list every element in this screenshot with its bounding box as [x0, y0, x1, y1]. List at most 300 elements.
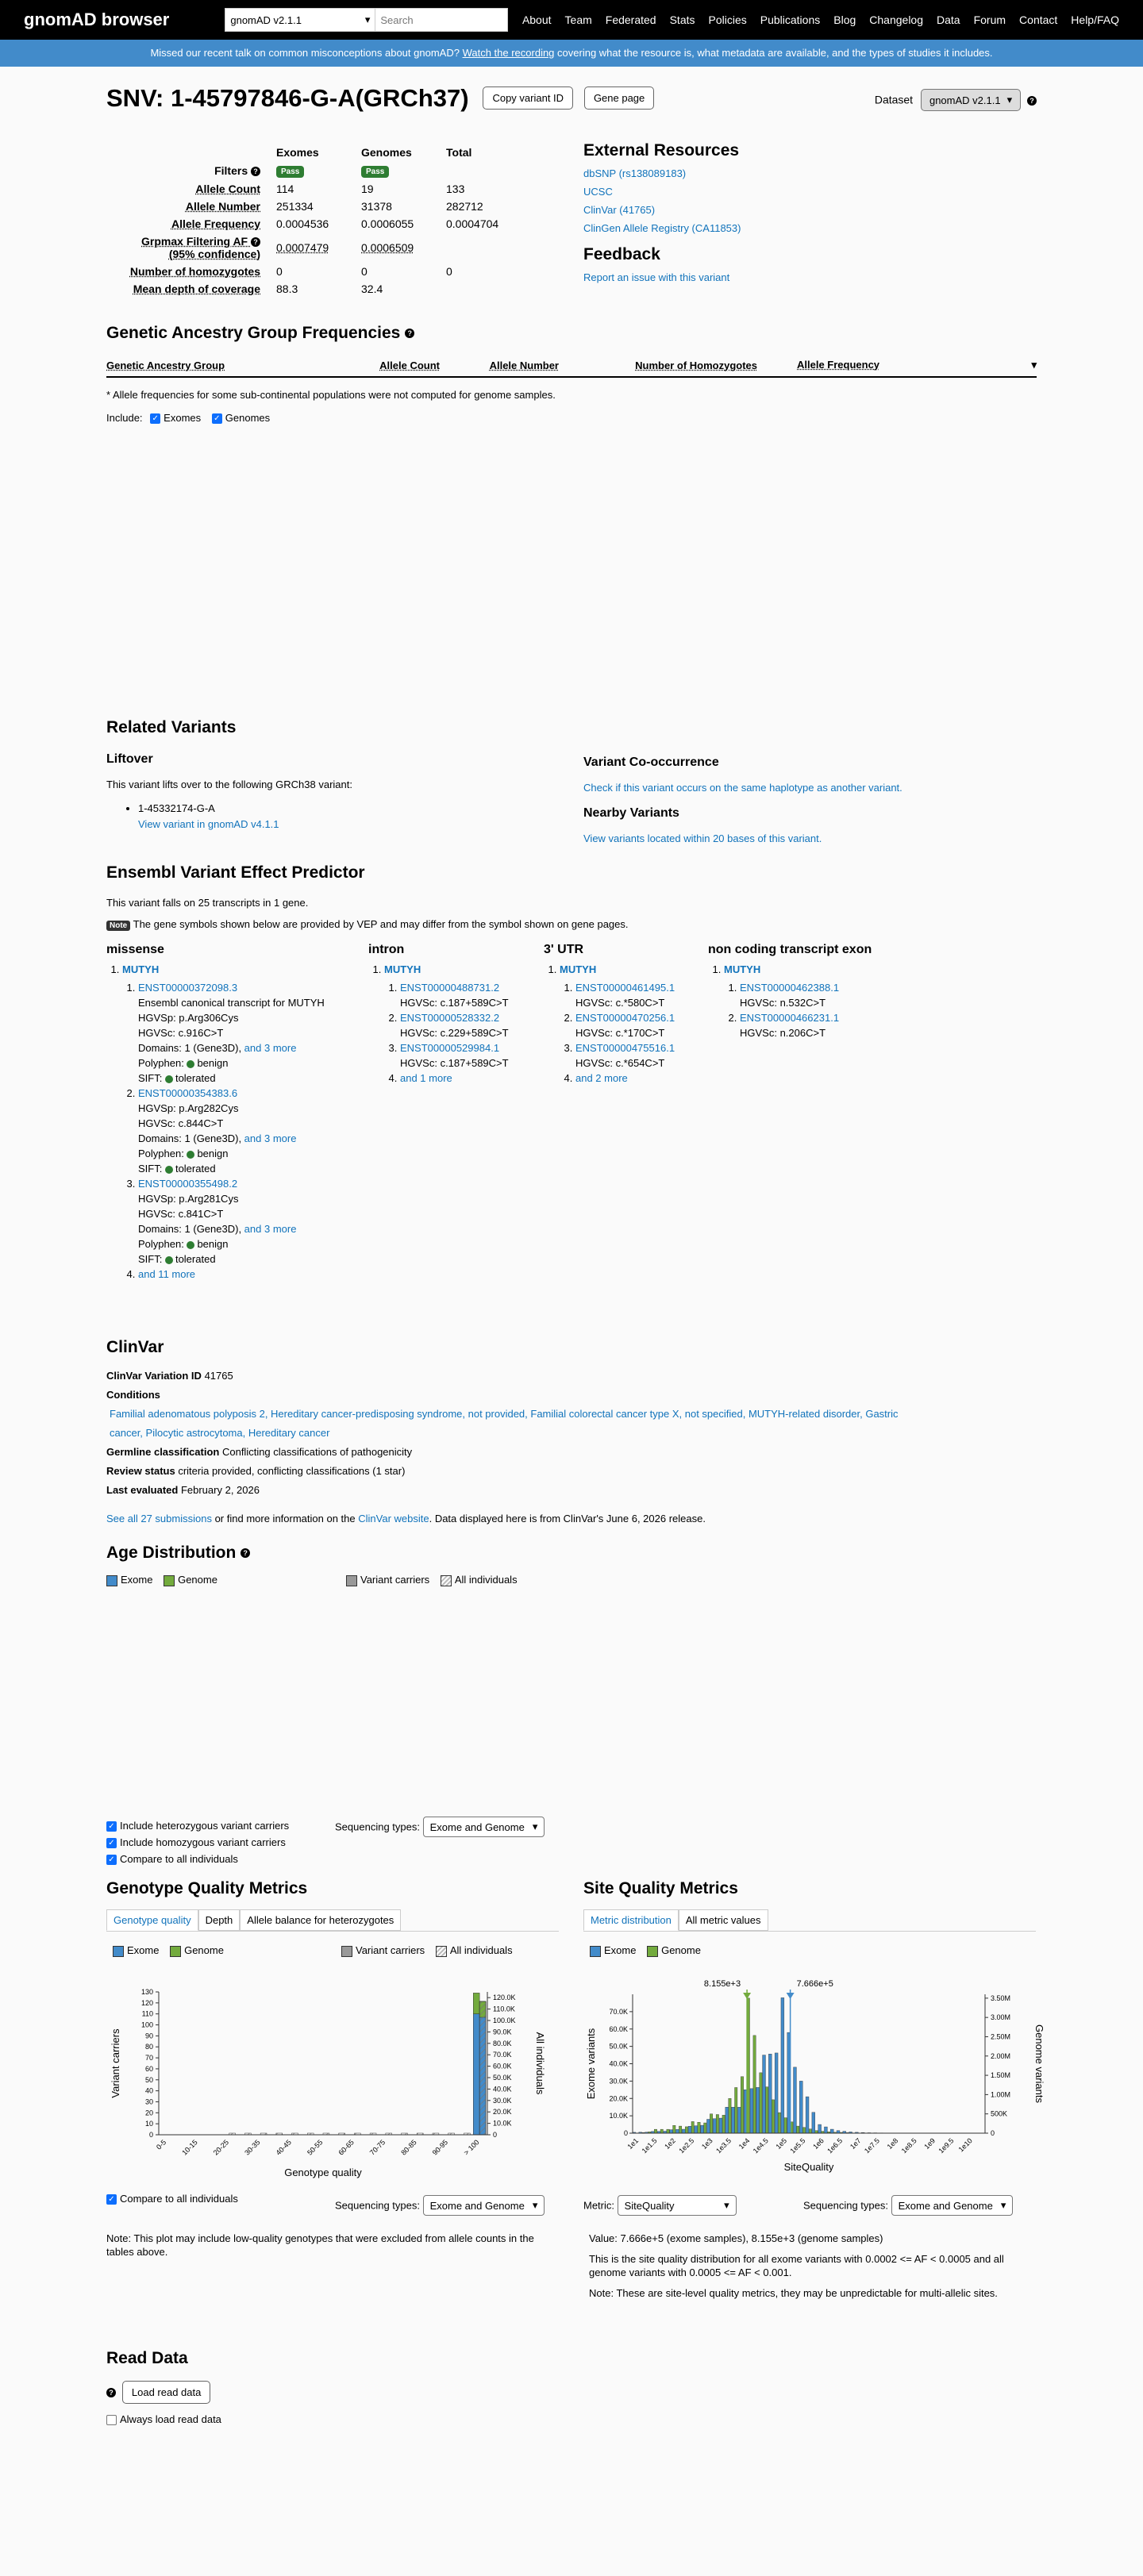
metric-label: Metric:	[583, 2199, 614, 2212]
compare-label: Compare to all individuals	[120, 2193, 238, 2205]
bar-genome	[802, 2128, 805, 2133]
dataset-control	[875, 89, 1037, 111]
cooccurrence-link[interactable]: Check if this variant occurs on the same haplotype as another variant.	[583, 782, 902, 794]
nav-changelog[interactable]: Changelog	[869, 13, 924, 26]
ancestry-title: Genetic Ancestry Group Frequencies	[106, 324, 401, 342]
pass-badge: Pass	[276, 166, 304, 178]
app-logo[interactable]: gnomAD browser	[24, 10, 170, 29]
chevron-down-icon: ▾	[532, 2199, 538, 2211]
include-controls	[106, 412, 1037, 424]
hgvsc: HGVSc: c.*580C>T	[575, 997, 665, 1009]
y-tick-label: 20	[144, 2109, 153, 2117]
bar-genome	[778, 2113, 780, 2133]
ancestry-footnote: * Allele frequencies for some sub-continental populations were not computed for genome samples.	[106, 389, 556, 401]
seq-type-select[interactable]	[423, 1817, 545, 1837]
review-value: criteria provided, conflicting classifications (1 star)	[178, 1465, 406, 1477]
read-data-section	[106, 2349, 221, 2425]
col-header-sorted[interactable]	[757, 354, 1037, 377]
tab-allele-balance[interactable]: Allele balance for heterozygotes	[240, 1909, 401, 1931]
gq-note: Note: This plot may include low-quality genotypes that were excluded from allele counts in the tables above.	[106, 2232, 534, 2258]
genotype-quality-chart	[106, 1984, 567, 2182]
benign-dot-icon	[187, 1241, 194, 1249]
bar-genome	[741, 2077, 743, 2133]
legend-genome: Genome	[178, 1574, 217, 1586]
seq-label: Sequencing types:	[335, 1821, 420, 1833]
y-tick-label: 110	[141, 2009, 153, 2018]
x-tick-label: 1e10	[956, 2136, 974, 2154]
tab-depth[interactable]: Depth	[198, 1909, 241, 1931]
genome-swatch	[647, 1946, 658, 1957]
legend-genome: Genome	[184, 1944, 224, 1956]
cell: 32.4	[361, 283, 383, 295]
cell: 31378	[361, 200, 392, 213]
col-header[interactable]: Allele Count	[344, 354, 440, 377]
x-tick-label: 30-35	[243, 2138, 262, 2157]
transcript-link[interactable]: ENST00000466231.1	[740, 1012, 840, 1024]
search-input[interactable]: Search	[375, 8, 508, 32]
polyphen-value: benign	[197, 1148, 229, 1159]
hgvsc: HGVSc: c.187+589C>T	[400, 997, 509, 1009]
cell: 88.3	[276, 283, 298, 295]
bar-exome	[750, 2089, 753, 2133]
bar-exome	[806, 2097, 809, 2133]
cell: 0	[276, 265, 283, 278]
nav-links	[522, 13, 1119, 26]
gene-link[interactable]: MUTYH	[560, 963, 597, 975]
help-icon[interactable]: ?	[106, 2388, 116, 2397]
chevron-down-icon: ▾	[724, 2199, 729, 2211]
missense-title: missense	[106, 943, 164, 956]
legend-exome: Exome	[127, 1944, 160, 1956]
copy-variant-button[interactable]: Copy variant ID	[483, 87, 573, 110]
genome-swatch	[164, 1575, 175, 1586]
x-tick-label: 1e8	[885, 2136, 900, 2151]
exomes-checkbox[interactable]: ✓	[150, 413, 160, 424]
bar-exome	[695, 2126, 698, 2133]
clinvar-text: or find more information on the	[211, 1513, 359, 1524]
nav-team[interactable]: Team	[564, 13, 592, 26]
x-tick-label: 80-85	[399, 2138, 418, 2157]
load-read-data-button[interactable]: Load read data	[122, 2381, 210, 2404]
bar-exome	[670, 2130, 673, 2133]
bar-exome	[713, 2119, 716, 2133]
bar-exome	[737, 2107, 741, 2133]
clinvar-link[interactable]: ClinVar (41765)	[583, 204, 656, 216]
exome-marker-label: 7.666e+5	[796, 1979, 833, 1989]
bar-genome	[772, 2100, 774, 2133]
sq-seq-control	[803, 2195, 1013, 2216]
age-legend	[106, 1574, 535, 1586]
nearby-title: Nearby Variants	[583, 806, 679, 820]
ancestry-table	[106, 354, 1037, 378]
y-tick-label: 80	[144, 2043, 153, 2051]
bar-exome	[775, 2053, 778, 2133]
cell: 0.0006055	[361, 217, 414, 230]
nav-blog[interactable]: Blog	[833, 13, 856, 26]
bar-genome	[710, 2114, 712, 2133]
y2-tick-label: 90.0K	[493, 2028, 512, 2036]
col-header[interactable]: Genetic Ancestry Group	[106, 354, 344, 377]
always-load-checkbox[interactable]	[106, 2415, 117, 2425]
bar-genome	[796, 2126, 799, 2133]
gene-link[interactable]: MUTYH	[122, 963, 160, 975]
review-label: Review status	[106, 1465, 175, 1477]
bar-exome	[768, 2054, 772, 2133]
bar-genome	[765, 2087, 768, 2133]
homozygous-checkbox[interactable]: ✓	[106, 1838, 117, 1848]
y2-axis-label: All individuals	[534, 2032, 546, 2095]
carriers-swatch	[346, 1575, 357, 1586]
dataset-label: Dataset	[874, 93, 914, 106]
nav-about[interactable]: About	[521, 13, 552, 26]
hgvsp: HGVSp: p.Arg306Cys	[138, 1012, 239, 1024]
cell: 0.0006509	[361, 241, 414, 254]
row-label-sub: (95% confidence)	[168, 248, 260, 260]
clinvar-section	[106, 1338, 1037, 1528]
polyphen-value: benign	[197, 1238, 229, 1250]
tab-all-metric-values[interactable]: All metric values	[679, 1909, 768, 1931]
x-tick-label: 50-55	[306, 2138, 325, 2157]
transcript-link[interactable]: ENST00000528332.2	[400, 1012, 500, 1024]
y-tick-label: 10.0K	[609, 2112, 628, 2120]
x-tick-label: 1e7	[848, 2136, 863, 2151]
bar-exome	[701, 2125, 704, 2133]
bar-genome	[722, 2115, 725, 2133]
transcript-link[interactable]: ENST00000529984.1	[400, 1042, 500, 1054]
gq-tabs	[106, 1909, 559, 1932]
nav-data[interactable]: Data	[937, 13, 960, 26]
nav-contact[interactable]: Contact	[1019, 13, 1058, 26]
y-tick-label: 90	[144, 2032, 153, 2040]
all-swatch	[441, 1575, 452, 1586]
tolerated-dot-icon	[165, 1075, 173, 1083]
y2-tick-label: 2.00M	[991, 2051, 1011, 2060]
gq-seq-control	[335, 2195, 545, 2216]
clinvar-id: 41765	[204, 1370, 233, 1382]
bar-genome	[473, 1993, 479, 2013]
x-tick-label: 10-15	[180, 2138, 199, 2157]
y-tick-label: 40.0K	[609, 2059, 628, 2068]
help-icon[interactable]: ?	[251, 167, 260, 176]
nav-help[interactable]: Help/FAQ	[1071, 13, 1119, 26]
x-tick-label: 1e4.5	[751, 2136, 770, 2155]
seq-type-value: Exome and Genome	[429, 2199, 525, 2212]
metric-select[interactable]	[618, 2195, 737, 2216]
y-tick-label: 50.0K	[609, 2042, 628, 2051]
gq-title: Genotype Quality Metrics	[106, 1879, 308, 1897]
bar-genome	[735, 2087, 737, 2133]
bar-genome	[729, 2098, 731, 2133]
y-axis-label: Exome variants	[585, 2028, 597, 2100]
nav-publications[interactable]: Publications	[760, 13, 821, 26]
x-tick-label: 1e2	[663, 2136, 677, 2151]
bar-genome	[654, 2129, 656, 2133]
age-section	[106, 1544, 1037, 1586]
col-header[interactable]: Number of Homozygotes	[559, 354, 757, 377]
y2-tick-label: 0	[493, 2131, 498, 2139]
domains: Domains: 1 (Gene3D),	[138, 1132, 244, 1144]
transcript-link[interactable]: ENST00000475516.1	[575, 1042, 675, 1054]
x-tick-label: 70-75	[368, 2138, 387, 2157]
help-icon[interactable]: ?	[251, 237, 260, 247]
clinvar-website-link[interactable]: ClinVar website	[358, 1513, 429, 1524]
tab-metric-distribution[interactable]: Metric distribution	[583, 1909, 679, 1931]
legend-all: All individuals	[454, 1574, 518, 1586]
gene-page-button[interactable]: Gene page	[584, 87, 654, 110]
col-exomes: Exomes	[276, 146, 319, 159]
always-load-label: Always load read data	[120, 2413, 221, 2425]
x-tick-label: > 100	[462, 2138, 481, 2157]
gene-link[interactable]: MUTYH	[384, 963, 421, 975]
liftover-link[interactable]: View variant in gnomAD v4.1.1	[138, 818, 279, 830]
x-tick-label: 1e5.5	[788, 2136, 807, 2155]
transcript-link[interactable]: ENST00000355498.2	[138, 1178, 238, 1190]
canonical-text: Ensembl canonical transcript for MUTYH	[138, 997, 325, 1009]
more-transcripts-link[interactable]: and 1 more	[400, 1072, 452, 1084]
sift-value: tolerated	[175, 1072, 216, 1084]
genomes-label: Genomes	[225, 412, 271, 424]
filters-label: Filters	[214, 164, 248, 177]
metric-control	[583, 2195, 737, 2216]
hgvsc: HGVSc: c.841C>T	[138, 1208, 224, 1220]
metric-value: SiteQuality	[624, 2199, 675, 2212]
seq-label: Sequencing types:	[803, 2199, 888, 2212]
hgvsc: HGVSc: c.916C>T	[138, 1027, 224, 1039]
nav-forum[interactable]: Forum	[973, 13, 1006, 26]
y-axis-label: Variant carriers	[110, 2028, 121, 2098]
nav-federated[interactable]: Federated	[605, 13, 656, 26]
sort-down-icon: ▾	[1031, 359, 1037, 371]
bar-exome	[676, 2129, 679, 2133]
x-tick-label: 20-25	[211, 2138, 231, 2157]
more-domains-link[interactable]: and 3 more	[244, 1132, 297, 1144]
nav-stats[interactable]: Stats	[669, 13, 695, 26]
compare-label: Compare to all individuals	[120, 1853, 238, 1865]
gq-legend	[106, 1944, 559, 1957]
vep-summary: This variant falls on 25 transcripts in 1 gene.	[106, 897, 309, 909]
seq-type-select[interactable]	[891, 2195, 1014, 2216]
site-quality-chart	[583, 1972, 1044, 2182]
x-tick-label: 90-95	[430, 2138, 450, 2157]
dataset-dropdown-value: gnomAD v2.1.1	[929, 94, 1001, 106]
report-issue-link[interactable]: Report an issue with this variant	[583, 271, 730, 283]
vep-utr	[544, 942, 702, 1086]
clingen-link[interactable]: ClinGen Allele Registry (CA11853)	[583, 222, 741, 234]
read-data-title: Read Data	[106, 2349, 188, 2367]
liftover-variant: 1-45332174-G-A	[138, 802, 215, 814]
y2-tick-label: 60.0K	[493, 2062, 512, 2070]
conditions-line[interactable]: Familial adenomatous polyposis 2, Hereditary cancer-predisposing syndrome, not provided, Familial colorectal cancer type X, not specified, MUTYH-related disorder, Gastric	[110, 1408, 899, 1420]
transcript-link[interactable]: ENST00000470256.1	[575, 1012, 675, 1024]
y2-tick-label: 10.0K	[493, 2119, 512, 2128]
noncoding-title: non coding transcript exon	[708, 943, 872, 956]
external-resources	[583, 141, 1028, 286]
ucsc-link[interactable]: UCSC	[583, 186, 613, 198]
exomes-label: Exomes	[164, 412, 202, 424]
sift-value: tolerated	[175, 1253, 216, 1265]
y-tick-label: 50	[144, 2075, 153, 2084]
seq-label: Sequencing types:	[335, 2199, 420, 2212]
conditions-line[interactable]: cancer, Pilocytic astrocytoma, Hereditary cancer	[110, 1427, 330, 1439]
vep-section	[106, 863, 1037, 930]
pass-badge: Pass	[361, 166, 389, 178]
cell: 19	[361, 183, 374, 195]
dataset-dropdown[interactable]	[921, 89, 1021, 111]
germline-label: Germline classification	[106, 1446, 220, 1458]
y2-tick-label: 3.00M	[991, 2013, 1011, 2022]
external-title: External Resources	[583, 141, 740, 160]
homozygous-label: Include homozygous variant carriers	[120, 1836, 286, 1848]
related-title: Related Variants	[106, 718, 237, 736]
cell: 0.0007479	[276, 241, 329, 254]
banner-text-after: covering what the resource is, what metadata are available, and the types of studies it includes.	[554, 47, 993, 59]
sift-value: tolerated	[175, 1163, 216, 1175]
exome-marker-arrow-icon	[787, 1993, 795, 1999]
bar-all-hatch	[479, 2001, 486, 2135]
transcript-link[interactable]: ENST00000372098.3	[138, 982, 238, 994]
tab-genotype-quality[interactable]: Genotype quality	[106, 1909, 198, 1931]
clinvar-title: ClinVar	[106, 1338, 164, 1356]
banner-text: Missed our recent talk on common misconceptions about gnomAD?	[150, 47, 463, 59]
more-transcripts-link[interactable]: and 2 more	[575, 1072, 628, 1084]
x-tick-label: 1e6.5	[826, 2136, 845, 2155]
dataset-select[interactable]	[225, 8, 375, 32]
x-tick-label: 0-5	[154, 2138, 168, 2151]
transcript-link[interactable]: ENST00000462388.1	[740, 982, 840, 994]
bar-genome	[716, 2115, 718, 2133]
x-tick-label: 1e6	[811, 2136, 826, 2151]
vep-missense	[106, 942, 360, 1282]
y-tick-label: 0	[148, 2131, 153, 2139]
submissions-link[interactable]: See all 27 submissions	[106, 1513, 212, 1524]
col-header-label: Allele Frequency	[797, 359, 880, 371]
germline-value: Conflicting classifications of pathogenicity	[221, 1446, 413, 1458]
transcript-link[interactable]: ENST00000461495.1	[575, 982, 675, 994]
dbsnp-link[interactable]: dbSNP (rs138089183)	[583, 167, 687, 179]
vep-note-text: The gene symbols shown below are provided by VEP and may differ from the symbol shown on gene pages.	[133, 918, 629, 930]
polyphen-label: Polyphen:	[138, 1148, 187, 1159]
domains: Domains: 1 (Gene3D),	[138, 1223, 244, 1235]
sq-text	[589, 2232, 1033, 2300]
bar-exome	[812, 2113, 815, 2133]
more-domains-link[interactable]: and 3 more	[244, 1223, 297, 1235]
age-title: Age Distribution	[106, 1544, 237, 1562]
hgvsc: HGVSc: c.187+589C>T	[400, 1057, 509, 1069]
nearby-link[interactable]: View variants located within 20 bases of this variant.	[583, 832, 822, 844]
gene-link[interactable]: MUTYH	[724, 963, 761, 975]
y2-tick-label: 1.00M	[991, 2090, 1011, 2099]
x-axis-label: SiteQuality	[783, 2161, 834, 2173]
variant-header	[106, 84, 1037, 113]
compare-checkbox[interactable]: ✓	[106, 1855, 117, 1865]
age-chart	[106, 1603, 567, 1813]
row-label: Grpmax Filtering AF	[141, 235, 248, 248]
transcript-link[interactable]: ENST00000354383.6	[138, 1087, 238, 1099]
help-icon[interactable]: ?	[405, 329, 414, 338]
legend-genome: Genome	[661, 1944, 701, 1956]
hgvsc: HGVSc: n.206C>T	[740, 1027, 826, 1039]
transcript-link[interactable]: ENST00000488731.2	[400, 982, 500, 994]
x-tick-label: 1e3	[699, 2136, 714, 2151]
bar-exome	[818, 2124, 822, 2133]
bar-exome	[824, 2127, 827, 2133]
y2-tick-label: 500K	[991, 2109, 1008, 2118]
chevron-down-icon: ▾	[1006, 94, 1013, 106]
more-domains-link[interactable]: and 3 more	[244, 1042, 297, 1054]
bar-genome	[660, 2129, 663, 2133]
sq-legend	[583, 1944, 1036, 1957]
y2-tick-label: 30.0K	[493, 2096, 512, 2105]
genotype-quality-section	[106, 1879, 559, 1957]
more-transcripts-link[interactable]: and 11 more	[138, 1268, 196, 1280]
compare-checkbox[interactable]: ✓	[106, 2194, 117, 2205]
legend-exome: Exome	[121, 1574, 153, 1586]
genomes-checkbox[interactable]: ✓	[212, 413, 222, 424]
ancestry-section	[106, 324, 1037, 424]
vep-title: Ensembl Variant Effect Predictor	[106, 863, 365, 882]
sift-label: SIFT:	[138, 1253, 165, 1265]
bar-genome	[679, 2126, 681, 2133]
y2-tick-label: 2.50M	[991, 2032, 1011, 2041]
nav-policies[interactable]: Policies	[708, 13, 747, 26]
chevron-down-icon: ▾	[1000, 2199, 1006, 2211]
bar-exome	[732, 2107, 735, 2133]
help-icon[interactable]: ?	[241, 1548, 250, 1558]
bar-exome	[706, 2120, 710, 2134]
row-label: Allele Frequency	[171, 217, 260, 230]
hgvsc: HGVSc: c.*654C>T	[575, 1057, 665, 1069]
sift-label: SIFT:	[138, 1163, 165, 1175]
sq-title: Site Quality Metrics	[583, 1879, 738, 1897]
bar-exome	[473, 2014, 479, 2135]
seq-type-select[interactable]	[423, 2195, 545, 2216]
legend-all: All individuals	[449, 1944, 513, 1956]
bar-exome	[756, 2087, 760, 2133]
x-tick-label: 1e2.5	[677, 2136, 696, 2155]
intron-title: intron	[368, 943, 405, 956]
y2-tick-label: 20.0K	[493, 2108, 512, 2117]
genome-marker-label: 8.155e+3	[703, 1979, 741, 1989]
bar-exome	[794, 2067, 797, 2133]
evaluated-label: Last evaluated	[106, 1484, 179, 1496]
x-tick-label: 40-45	[274, 2138, 293, 2157]
clinvar-id-label: ClinVar Variation ID	[106, 1370, 202, 1382]
chevron-down-icon: ▾	[532, 1821, 538, 1832]
y-tick-label: 130	[140, 1988, 153, 1996]
row-label: Mean depth of coverage	[133, 283, 260, 295]
include-label: Include:	[106, 412, 143, 424]
vep-noncoding	[708, 942, 914, 1040]
y-tick-label: 30	[144, 2097, 153, 2106]
sq-note: Note: These are site-level quality metrics, they may be unpredictable for multi-allelic sites.	[589, 2287, 998, 2299]
bar-genome	[704, 2123, 706, 2133]
dataset-select-value: gnomAD v2.1.1	[230, 13, 302, 26]
related-variants	[106, 718, 1037, 853]
y-tick-label: 100	[140, 2020, 153, 2029]
x-tick-label: 1e7.5	[862, 2136, 881, 2155]
y2-tick-label: 120.0K	[493, 1994, 516, 2002]
bar-genome	[673, 2125, 675, 2133]
col-header[interactable]: Allele Number	[440, 354, 559, 377]
banner-link[interactable]: Watch the recording	[462, 47, 555, 59]
help-icon[interactable]: ?	[1027, 96, 1037, 106]
row-label: Allele Number	[185, 200, 260, 213]
y-tick-label: 20.0K	[609, 2094, 628, 2103]
heterozygous-label: Include heterozygous variant carriers	[120, 1820, 290, 1832]
heterozygous-checkbox[interactable]: ✓	[106, 1821, 117, 1832]
evaluated-value: February 2, 2026	[180, 1484, 260, 1496]
conditions-links[interactable]	[106, 1405, 1037, 1443]
